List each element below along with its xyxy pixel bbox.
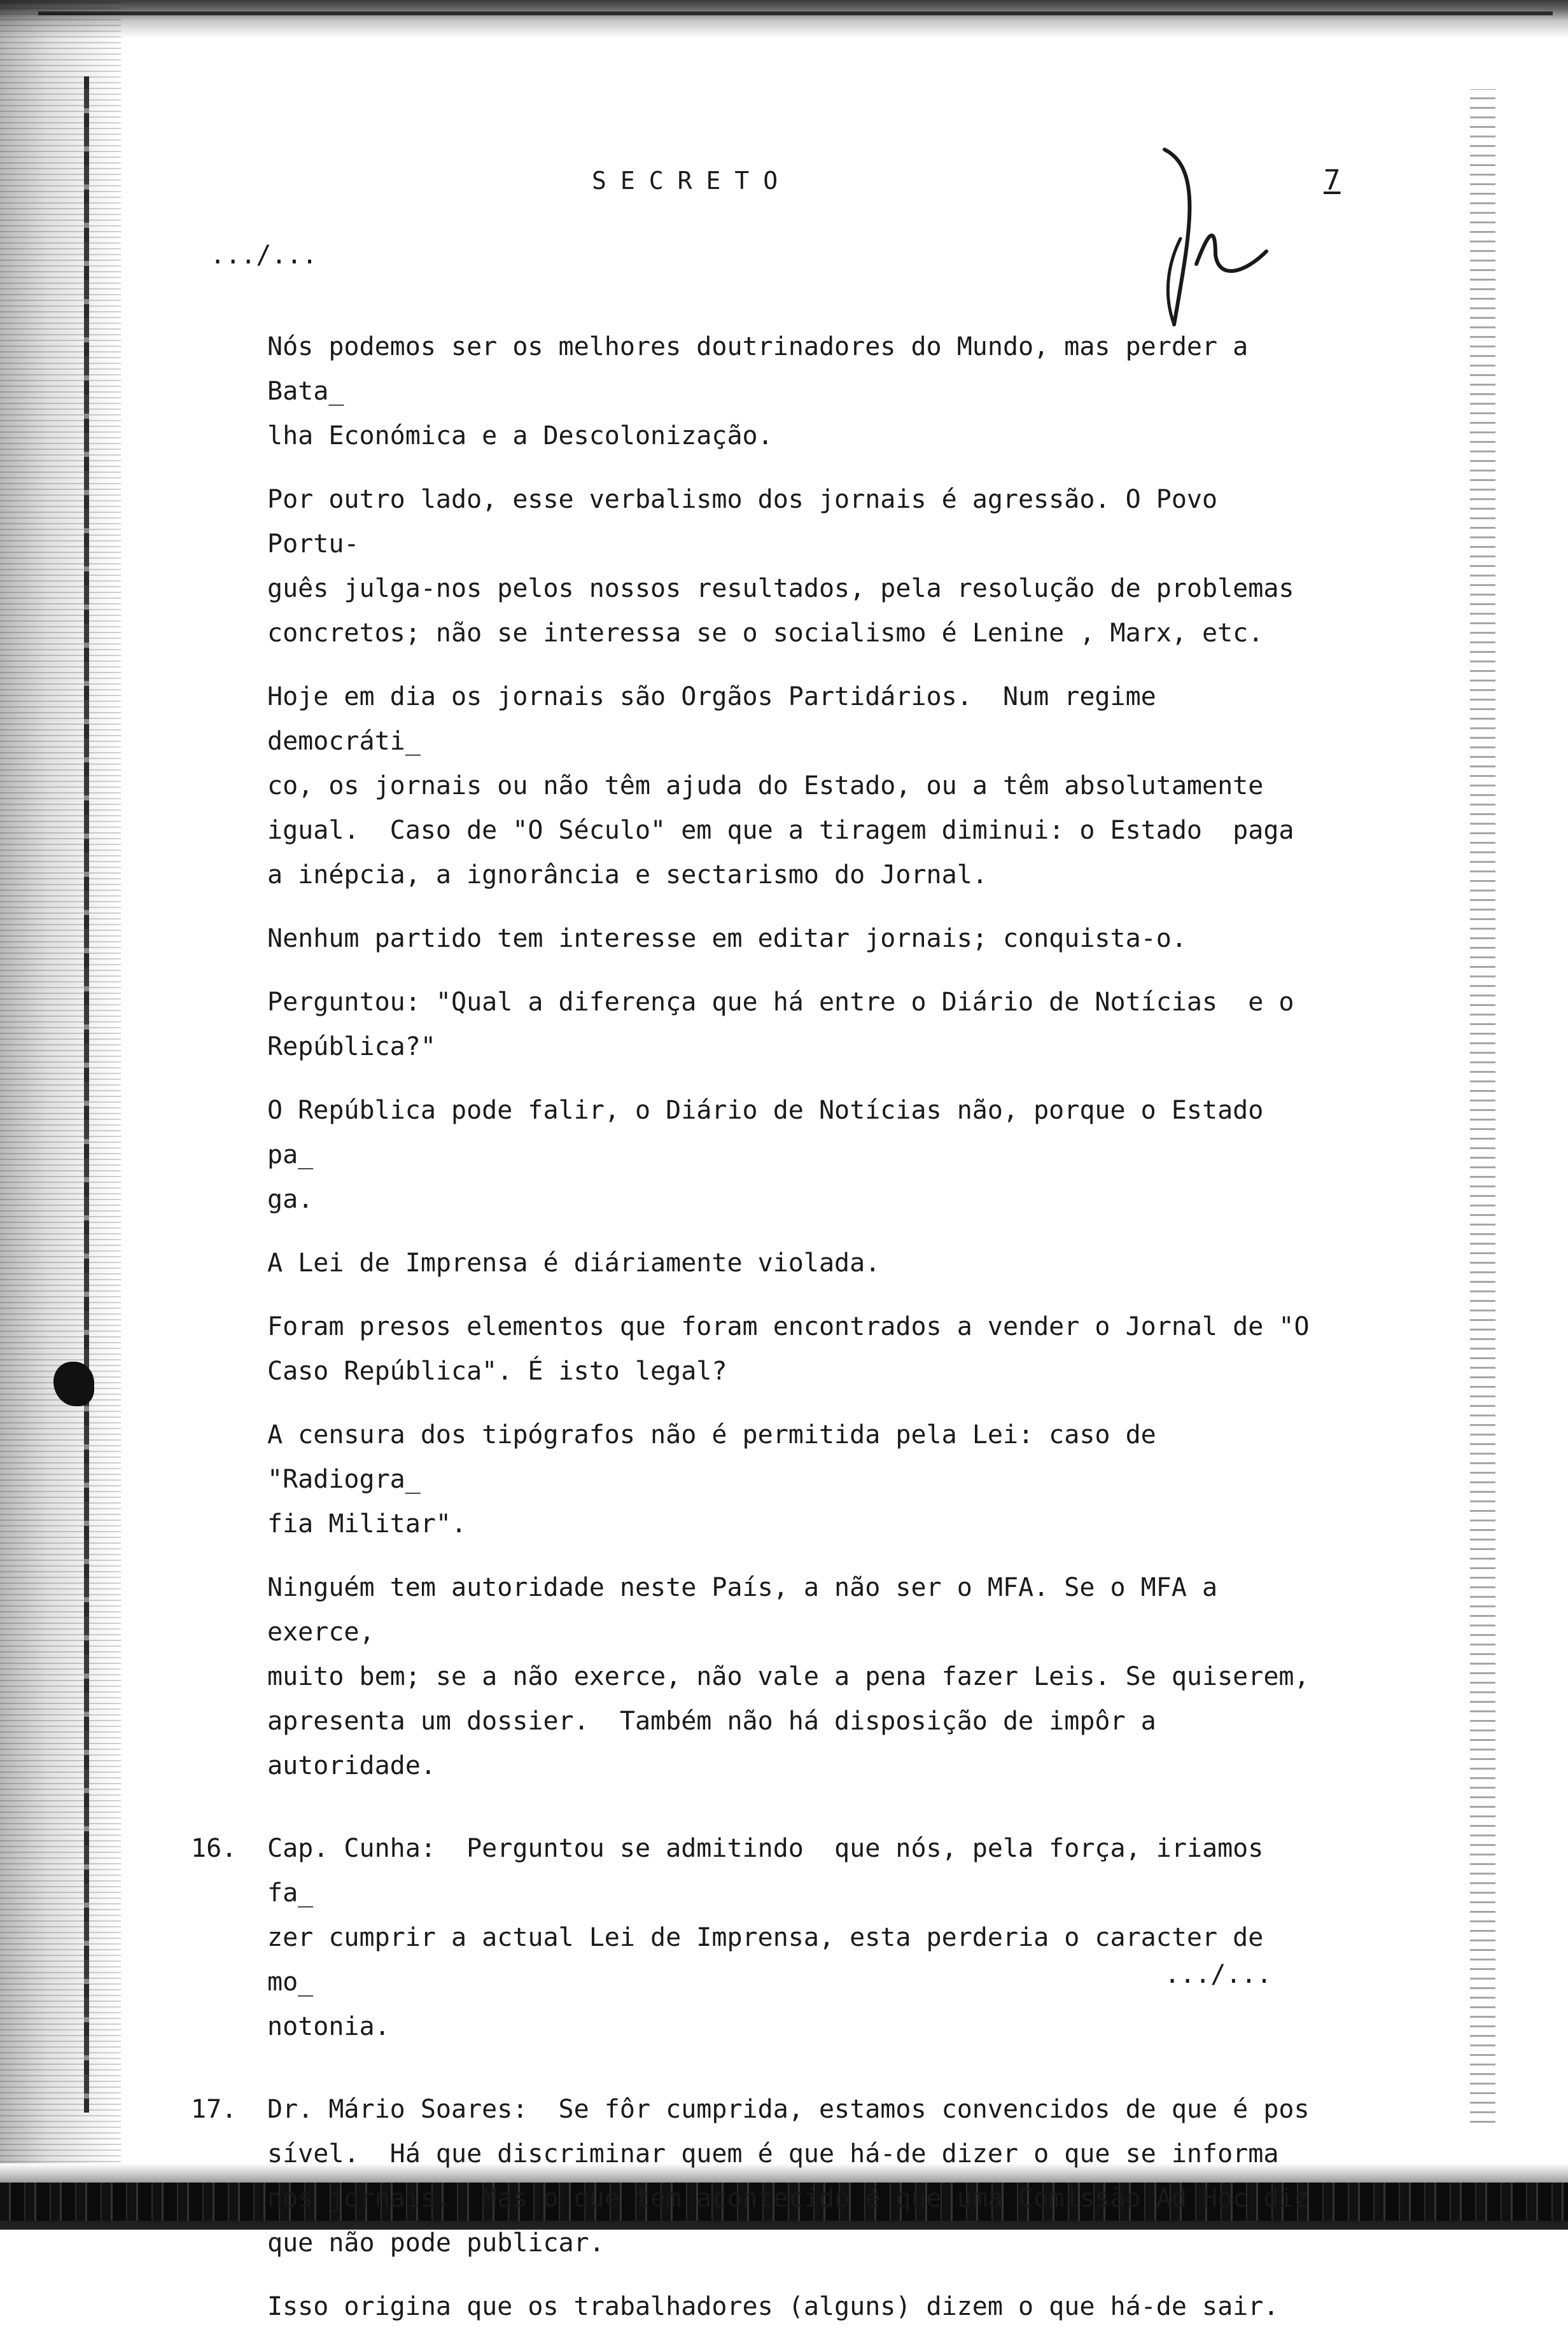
paragraph: Por outro lado, esse verbalismo dos jornais é agressão. O Povo Portu- guês julga-nos pelos nossos resultados, pela resolução de problemas concretos; não se interessa se o socialismo é Lenine , Marx, etc.: [267, 485, 1294, 648]
classification-title: SECRETO: [592, 167, 792, 195]
item-text: Dr. Mário Soares: Se fôr cumprida, estamos convencidos de que é pos sível. Há que discriminar quem é que há-de dizer o que se informa nos jornais. Mas o que tem acontecido é que uma Comissão Ad Hoc diz que não pode publicar.: [267, 2095, 1310, 2258]
paragraph: A censura dos tipógrafos não é permitida pela Lei: caso de "Radiogra_ fia Militar".: [267, 1420, 1156, 1539]
item-number: 17.: [191, 2095, 237, 2124]
paragraph: Perguntou: "Qual a diferença que há entre o Diário de Notícias e o República?": [267, 988, 1294, 1061]
paragraph: O República pode falir, o Diário de Notícias não, porque o Estado pa_ ga.: [267, 1096, 1264, 1214]
paragraph: Nenhum partido tem interesse em editar jornais; conquista-o.: [267, 924, 1187, 953]
document-body: [191, 325, 1317, 2348]
paragraph: Foram presos elementos que foram encontrados a vender o Jornal de "O Caso República". É isto legal?: [267, 1312, 1310, 1386]
numbered-item: [191, 1826, 1317, 2049]
closing-paragraph: Isso origina que os trabalhadores (alguns) dizem o que há-de sair.: [267, 2292, 1279, 2321]
paragraph: Ninguém tem autoridade neste País, a não ser o MFA. Se o MFA a exerce, muito bem; se a não exerce, não vale a pena fazer Leis. Se quiserem, apresenta um dossier. Também não há disposição de impôr a autoridade.: [267, 1573, 1310, 1780]
numbered-item: [191, 2087, 1317, 2265]
page-number: 7: [1324, 164, 1341, 197]
scan-border-left: [0, 0, 121, 2230]
handwritten-initials: [1126, 143, 1292, 328]
scan-line-top: [38, 11, 1553, 15]
scan-border-top: [0, 0, 1568, 38]
paragraph: A Lei de Imprensa é diáriamente violada.: [267, 1248, 881, 1278]
continuation-marker-top: .../...: [210, 241, 318, 270]
item-text: Cap. Cunha: Perguntou se admitindo que nós, pela força, iriamos fa_ zer cumprir a actual Lei de Imprensa, esta perderia o caracter de mo_ notonia.: [267, 1834, 1264, 2041]
paragraph: Nós podemos ser os melhores doutrinadores do Mundo, mas perder a Bata_ lha Económica e a Descolonização.: [267, 332, 1249, 451]
scan-edge-left: [84, 76, 89, 2113]
paragraph: Hoje em dia os jornais são Orgãos Partidários. Num regime democráti_ co, os jornais ou não têm ajuda do Estado, ou a têm absolutamente igual. Caso de "O Século" em que a tiragem diminui: o Estado paga a inépcia, a ignorância e sectarismo do Jornal.: [267, 682, 1294, 890]
continuation-marker-bottom: .../...: [1165, 1960, 1272, 1989]
scan-border-right: [1470, 89, 1495, 2125]
item-number: 16.: [191, 1834, 237, 1863]
